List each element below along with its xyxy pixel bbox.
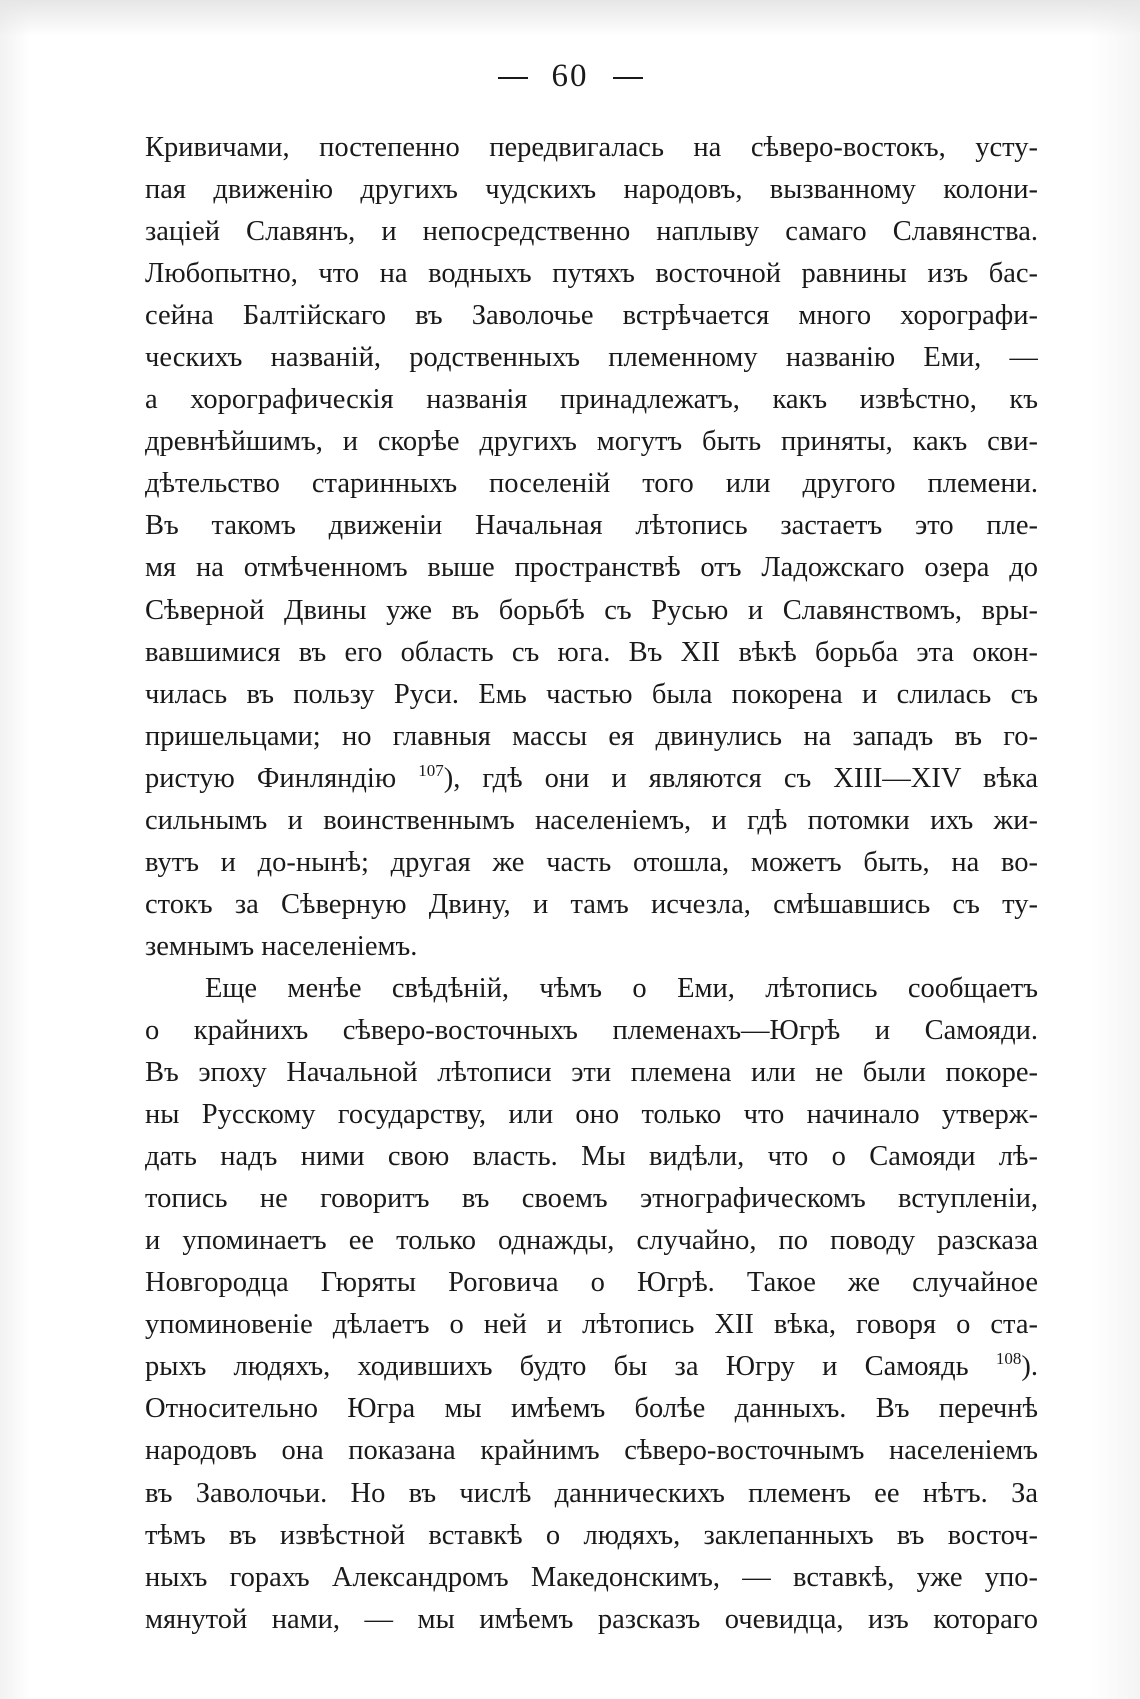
text-line-content: вавшимися въ его область съ юга. Въ XII вѣкѣ борьба эта окон- [145, 636, 1038, 668]
text-line [145, 800, 1038, 842]
text-line-content: земнымъ населеніемъ. [145, 930, 418, 962]
text-line-content: Сѣверной Двины уже въ борьбѣ съ Русью и Славянствомъ, вры- [145, 594, 1038, 626]
text-line-content: ристую Финляндію [145, 762, 397, 794]
text-line-content: и упоминаетъ ее только однажды, случайно, по поводу разсказа [145, 1225, 1038, 1257]
text-line-content: Кривичами, постепенно передвигалась на сѣверо-востокъ, усту- [145, 132, 1038, 163]
text-line-content: древнѣйшимъ, и скорѣе другихъ могутъ быть приняты, какъ сви- [145, 426, 1038, 458]
text-line-content: Относительно Югра мы имѣемъ болѣе данныхъ. Въ перечнѣ [145, 1393, 1038, 1425]
text-line-content: топись не говоритъ въ своемъ этнографическомъ вступленіи, [145, 1183, 1038, 1215]
text-line-continuation: ), гдѣ они и являются съ XIII—XIV вѣка [443, 762, 1038, 794]
text-line [145, 127, 1038, 169]
header-dash-right [613, 77, 643, 79]
text-line [145, 1515, 1038, 1557]
text-line-content: вутъ и до-нынѣ; другая же часть отошла, можетъ быть, на во- [145, 846, 1038, 878]
text-line [145, 1010, 1038, 1052]
text-line-content: Въ эпоху Начальной лѣтописи эти племена или не были покоре- [145, 1057, 1038, 1089]
text-line [145, 884, 1038, 926]
text-line [145, 1094, 1038, 1136]
text-line-content: мянутой нами, — мы имѣемъ разсказъ очевидца, изъ котораго [145, 1603, 1038, 1635]
text-line [145, 1220, 1038, 1262]
text-line [145, 1178, 1038, 1220]
text-line [145, 1430, 1038, 1472]
header-dash-left [498, 77, 528, 79]
text-line [145, 1388, 1038, 1430]
text-line [145, 1557, 1038, 1599]
text-line [145, 1136, 1038, 1178]
text-line [145, 379, 1038, 421]
text-line [145, 1473, 1038, 1515]
text-line-continuation: ). [1021, 1351, 1038, 1383]
footnote-ref: 107 [418, 760, 444, 780]
text-line [145, 758, 1038, 800]
text-line [145, 1599, 1038, 1641]
text-line [145, 253, 1038, 295]
text-line [145, 295, 1038, 337]
text-line [145, 505, 1038, 547]
text-line-content: Еще менѣе свѣдѣній, чѣмъ о Еми, лѣтопись сообщаетъ [205, 972, 1038, 1004]
scan-shadow [0, 0, 1140, 36]
text-line [145, 590, 1038, 632]
text-line-content: Въ такомъ движеніи Начальная лѣтопись застаетъ это пле- [145, 510, 1038, 542]
text-line [145, 632, 1038, 674]
text-line-content: ныхъ горахъ Александромъ Македонскимъ, — вставкѣ, уже упо- [145, 1561, 1038, 1593]
text-line [145, 674, 1038, 716]
text-line-content: рыхъ людяхъ, ходившихъ будто бы за Югру и Самоядь [145, 1351, 969, 1383]
text-line-content: дать надъ ними свою власть. Мы видѣли, что о Самояди лѣ- [145, 1141, 1038, 1173]
text-line-content: ны Русскому государству, или оно только что начинало утверж- [145, 1099, 1038, 1131]
text-line-content: ческихъ названій, родственныхъ племенному названію Еми, — [145, 342, 1038, 374]
text-line-content: а хорографическія названія принадлежатъ, какъ извѣстно, къ [145, 384, 1038, 416]
text-line-content: пришельцами; но главныя массы ея двинулись на западъ въ го- [145, 720, 1038, 752]
text-line-content: дѣтельство старинныхъ поселеній того или другого племени. [145, 468, 1038, 500]
text-line [145, 842, 1038, 884]
text-line-content: въ Заволочьи. Но въ числѣ данническихъ племенъ ее нѣтъ. За [145, 1477, 1038, 1509]
text-line [145, 421, 1038, 463]
text-line-content: Любопытно, что на водныхъ путяхъ восточной равнины изъ бас- [145, 258, 1038, 290]
text-line [145, 926, 1038, 968]
text-line [145, 169, 1038, 211]
page-header [0, 58, 1140, 95]
text-line-content: чилась въ пользу Руси. Емь частью была покорена и слилась съ [145, 678, 1038, 710]
text-line-content: сейна Балтійскаго въ Заволочье встрѣчается много хорографи- [145, 300, 1038, 332]
text-line [145, 1304, 1038, 1346]
text-line-content: пая движенію другихъ чудскихъ народовъ, вызванному колони- [145, 174, 1038, 206]
text-line-content: мя на отмѣченномъ выше пространствѣ отъ Ладожскаго озера до [145, 552, 1038, 584]
text-line [145, 337, 1038, 379]
page-number: 60 [551, 58, 589, 94]
text-line [145, 211, 1038, 253]
text-line-content: о крайнихъ сѣверо-восточныхъ племенахъ—Югрѣ и Самояди. [145, 1014, 1038, 1046]
page-text [145, 127, 1038, 1641]
text-line-content: заціей Славянъ, и непосредственно наплыву самаго Славянства. [145, 216, 1038, 248]
text-line-content: народовъ она показана крайнимъ сѣверо-восточнымъ населеніемъ [145, 1435, 1038, 1467]
text-line [145, 968, 1038, 1010]
footnote-ref: 108 [995, 1349, 1022, 1369]
text-line-content: упоминовеніе дѣлаетъ о ней и лѣтопись XII вѣка, говоря о ста- [145, 1309, 1038, 1341]
text-line [145, 1346, 1038, 1388]
text-line [145, 716, 1038, 758]
text-line [145, 463, 1038, 505]
text-line-content: тѣмъ въ извѣстной вставкѣ о людяхъ, заклепанныхъ въ восточ- [145, 1519, 1038, 1551]
text-line-content: стокъ за Сѣверную Двину, и тамъ исчезла, смѣшавшись съ ту- [145, 888, 1038, 920]
text-line-content: сильнымъ и воинственнымъ населеніемъ, и гдѣ потомки ихъ жи- [145, 804, 1038, 836]
text-line-content: Новгородца Гюряты Роговича о Югрѣ. Такое же случайное [145, 1267, 1038, 1299]
text-line [145, 1262, 1038, 1304]
text-line [145, 547, 1038, 589]
text-line [145, 1052, 1038, 1094]
